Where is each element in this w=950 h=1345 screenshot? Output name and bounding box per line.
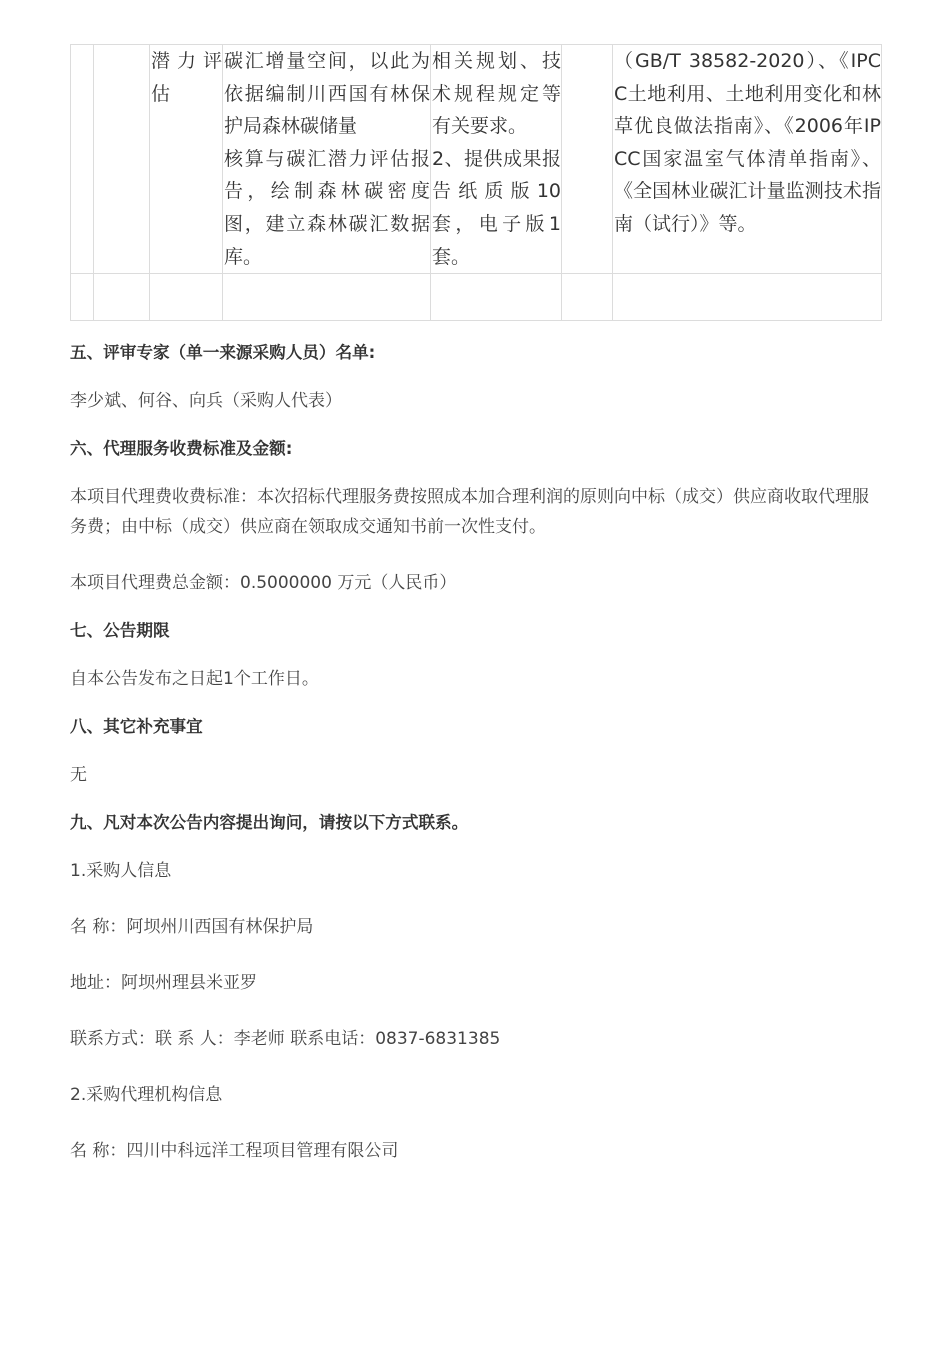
section6-fee-standard: 本项目代理费收费标准：本次招标代理服务费按照成本加合理利润的原则向中标（成交）供应商收取代理服务费；由中标（成交）供应商在领取成交通知书前一次性支付。 xyxy=(70,487,869,537)
buyer-address: 地址：阿坝州理县米亚罗 xyxy=(70,973,257,993)
section8-text: 无 xyxy=(70,765,87,785)
table-cell-blank xyxy=(562,45,613,274)
table-cell xyxy=(431,274,562,321)
table-cell xyxy=(562,274,613,321)
section5-text: 李少斌、何谷、向兵（采购人代表） xyxy=(70,391,342,411)
table-cell xyxy=(94,274,150,321)
section6-heading: 六、代理服务收费标准及金额: xyxy=(70,439,293,458)
table-cell-requirements-part1: 相关规划、技术规程规定等有关要求。 xyxy=(432,50,561,138)
agency-info-title: 2.采购代理机构信息 xyxy=(70,1085,223,1105)
buyer-name: 名 称：阿坝州川西国有林保护局 xyxy=(70,917,314,937)
table-cell xyxy=(613,274,882,321)
buyer-info-title: 1.采购人信息 xyxy=(70,861,172,881)
section8-heading: 八、其它补充事宜 xyxy=(70,717,203,736)
table-cell-requirements-part2: 2、提供成果报告纸质版10套，电子版1套。 xyxy=(432,147,561,268)
table-cell-item-text: 潜力评估 xyxy=(151,50,222,105)
table-cell-standards-text: （GB/T 38582-2020）、《IPCC土地利用、土地利用变化和林草优良做法指南》、《2006年IPCC国家温室气体清单指南》、《全国林业碳汇计量监测技术指南（试行）》等。 xyxy=(614,50,881,235)
table-cell xyxy=(223,274,431,321)
table-row xyxy=(71,45,882,274)
section9-heading: 九、凡对本次公告内容提出询问，请按以下方式联系。 xyxy=(70,813,469,832)
section5-heading: 五、评审专家（单一来源采购人员）名单: xyxy=(70,343,376,362)
section7-text: 自本公告发布之日起1个工作日。 xyxy=(70,669,319,689)
table-cell xyxy=(71,274,94,321)
agency-name: 名 称：四川中科远洋工程项目管理有限公司 xyxy=(70,1141,399,1161)
table-cell-content xyxy=(223,45,431,274)
table-cell-project xyxy=(94,45,150,274)
project-table xyxy=(70,44,882,321)
announcement-sections xyxy=(70,330,882,1166)
table-cell xyxy=(150,274,223,321)
document-page xyxy=(70,44,882,321)
table-cell-standards xyxy=(613,45,882,274)
buyer-contact: 联系方式：联 系 人：李老师 联系电话：0837-6831385 xyxy=(70,1029,501,1049)
table-cell-requirements xyxy=(431,45,562,274)
table-cell-index xyxy=(71,45,94,274)
table-cell-content-part2: 核算与碳汇潜力评估报告，绘制森林碳密度图，建立森林碳汇数据库。 xyxy=(224,147,430,268)
table-cell-item xyxy=(150,45,223,274)
section6-fee-amount: 本项目代理费总金额：0.5000000 万元（人民币） xyxy=(70,573,457,593)
table-row-empty xyxy=(71,274,882,321)
table-cell-content-part1: 碳汇增量空间，以此为依据编制川西国有林保护局森林碳储量 xyxy=(224,50,430,138)
section7-heading: 七、公告期限 xyxy=(70,621,170,640)
